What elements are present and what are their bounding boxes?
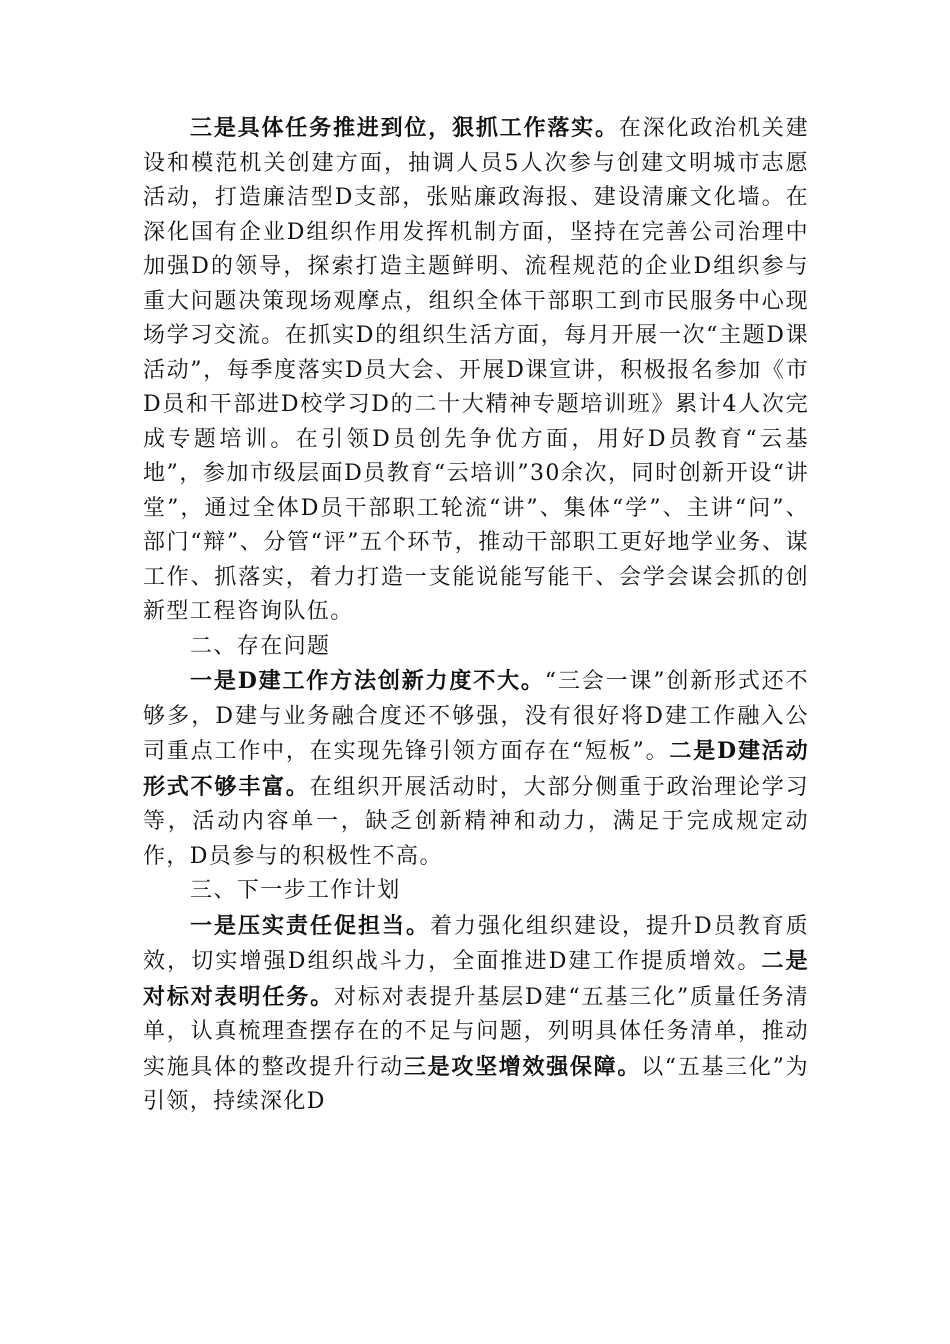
paragraph-problems [143,664,809,874]
problem-body-2: 在组织开展活动时，大部分侧重于政治理论学习等，活动内容单一，缺乏创新精神和动力，满足于完成规定动作，D员参与的积极性不高。 [143,774,809,869]
problem-lead-2: 二是D建活动形式不够丰富。 [143,738,809,800]
plan-body-1: 着力强化组织建设，提升D员教育质效，切实增强D组织战斗力，全面推进D建工作提质增效。 [143,913,809,974]
problem-body-1: “三会一课”创新形式还不够多，D建与业务融合度还不够强，没有很好将D建工作融入公司重点工作中，在实现先锋引领方面存在“短板”。 [143,669,809,764]
paragraph-lead: 三是具体任务推进到位，狠抓工作落实。 [190,115,619,141]
plan-body-3: 以“五基三化”为引领，持续深化D [143,1054,809,1114]
paragraph-body: 在深化政治机关建设和模范机关创建方面，抽调人员5人次参与创建文明城市志愿活动，打造廉洁型D支部，张贴廉政海报、建设清廉文化墙。在深化国有企业D组织作用发挥机制方面，坚持在完善公司治理中加强D的领导，探索打造主题鲜明、流程规范的企业D组织参与重大问题决策现场观摩点，组织全体干部职工到市民服务中心现场学习交流。在抓实D的组织生活方面，每月开展一次“主题D课活动”，每季度落实D员大会、开展D课宣讲，积极报名参加《市D员和干部进D校学习D的二十大精神专题培训班》累计4人次完成专题培训。在引领D员创先争优方面，用好D员教育“云基地”，参加市级层面D员教育“云培训”30余次，同时创新开设“讲堂”，通过全体D员干部职工轮流“讲”、集体“学”、主讲“问”、部门“辩”、分管“评”五个环节，推动干部职工更好地学业务、谋工作、抓落实，着力打造一支能说能写能干、会学会谋会抓的创新型工程咨询队伍。 [143,116,810,624]
plan-body-2: 对标对表提升基层D建“五基三化”质量任务清单，认真梳理查摆存在的不足与问题，列明具体任务清单，推动实施具体的整改提升行动 [143,984,809,1080]
section-heading-problems: 二、存在问题 [190,633,331,659]
plan-lead-3: 三是攻坚增效强保障。 [403,1053,642,1080]
paragraph-next-plan [143,909,809,1120]
plan-lead-2: 二是对标对表明任务。 [143,948,809,1010]
plan-lead-1: 一是压实责任促担当。 [190,912,430,939]
paragraph-task-progress [143,111,809,630]
document-page [143,111,809,1120]
problem-lead-1: 一是D建工作方法创新力度不大。 [190,668,545,694]
section-heading-next-plan: 三、下一步工作计划 [190,878,401,903]
